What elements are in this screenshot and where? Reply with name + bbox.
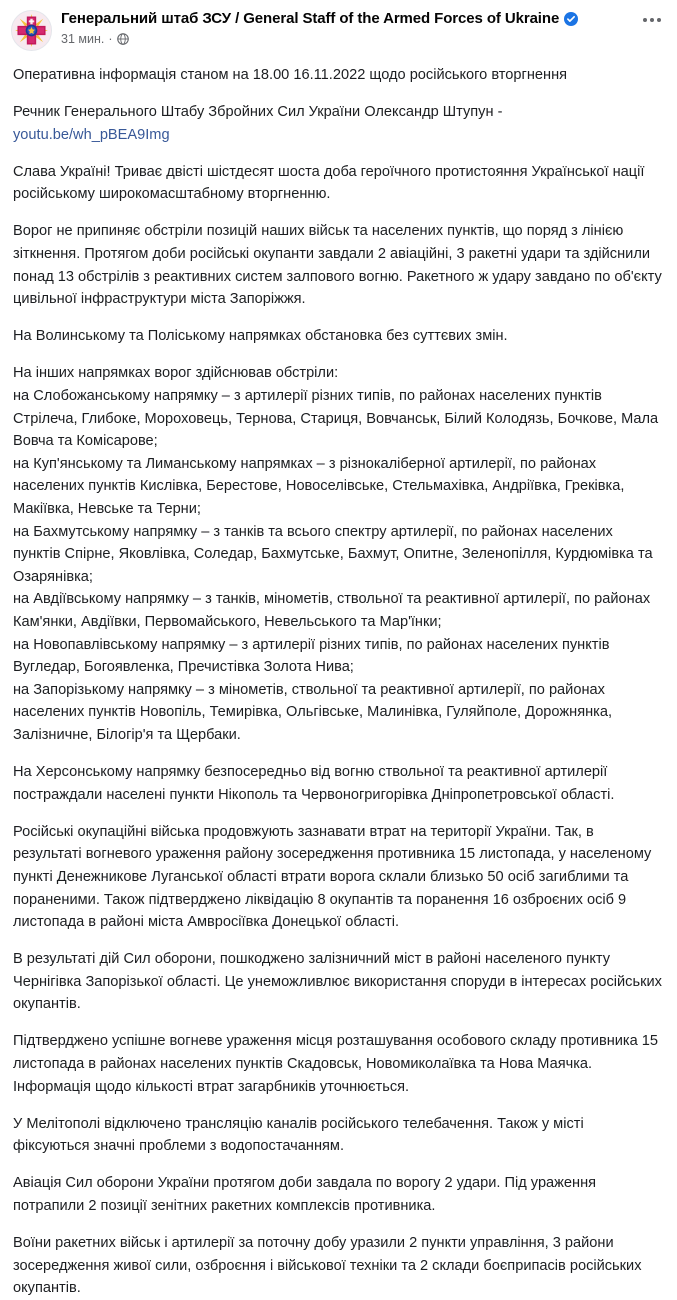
- post-paragraph-glory: [13, 161, 663, 206]
- paragraph-text: на Запорізькому напрямку – з мінометів, ствольної та реактивної артилерії, по районах населених пунктів Новопіль, Темирівка, Ольгівське, Малинівка, Гуляйполе, Дорожнянка, Залізничне, Білогір'я та Щербаки.: [13, 681, 613, 743]
- post-header-text: [61, 9, 665, 47]
- more-dot-1: [643, 18, 647, 22]
- paragraph-text: на Куп'янському та Лиманському напрямках – з різнокаліберної артилерії, по районах населених пунктів Кислівка, Берестове, Новоселівське, Стельмахівка, Андріївка, Греківка, Макіївка, Невське та Терни;: [13, 455, 625, 517]
- paragraph-text: На Херсонському напрямку безпосередньо від вогню ствольної та реактивної артилерії постраждали населені пункти Нікополь та Червоногригорівка Дніпропетровської області.: [13, 764, 615, 803]
- post-paragraph-melitopol: [13, 1113, 663, 1158]
- paragraph-text: Підтверджено успішне вогневе ураження місця розташування особового складу противника 15 листопада в районах населених пунктів Скадовськ, Новомиколаївка та Нова Маячка. Інформація щодо кількості втрат загарбників уточнюється.: [13, 1033, 659, 1095]
- post-paragraph-novopavlivsky: [13, 634, 663, 679]
- paragraph-text: на Бахмутському напрямку – з танків та всього спектру артилерії, по районах населених пунктів Спірне, Яковлівка, Соледар, Бахмутське, Бахмут, Опитне, Зеленопілля, Курдюмівка та Озарянівка;: [13, 523, 653, 585]
- globe-icon[interactable]: [117, 33, 129, 45]
- post-paragraph-slobozhansky: [13, 385, 663, 453]
- page-name-row: [61, 10, 665, 28]
- paragraph-text: Авіація Сил оборони України протягом доби завдала по ворогу 2 удари. Під ураження потрапили 2 позиції зенітних ракетних комплексів противника.: [13, 1175, 597, 1215]
- paragraph-text: У Мелітополі відключено трансляцію каналів російського телебачення. Також у місті фіксуються значні проблеми з водопостачанням.: [13, 1115, 584, 1155]
- post-paragraph-zaporizky: [13, 679, 663, 747]
- paragraph-text: на Авдіївському напрямку – з танків, мінометів, ствольної та реактивної артилерії, по районах Кам'янки, Авдіївки, Первомайського, Невельського та Мар'їнки;: [13, 591, 651, 630]
- paragraph-text: В результаті дій Сил оборони, пошкоджено залізничний міст в районі населеного пункту Чернігівка Запорізької області. Це унеможливлює використання споруди в інтересах російських окупантів.: [13, 951, 662, 1013]
- post-paragraph-spokesman: [13, 101, 663, 146]
- paragraph-text: Речник Генерального Штабу Збройних Сил України Олександр Штупун -: [13, 104, 503, 121]
- paragraph-text: Воїни ракетних військ і артилерії за поточну добу уразили 2 пункти управління, 3 райони зосередження живої сили, озброєння і військової техніки та 2 склади боєприпасів російських окупантів.: [13, 1235, 642, 1297]
- general-staff-emblem-avatar[interactable]: [11, 10, 52, 51]
- paragraph-text: На інших напрямках ворог здійснював обстріли:: [13, 365, 339, 382]
- paragraph-text: на Слобожанському напрямку – з артилерії різних типів, по районах населених пунктів Стрілеча, Глибоке, Мороховець, Тернова, Стариця, Вовчанськ, Білий Колодязь, Бочкове, Мала Вовча та Комісарове;: [13, 388, 659, 450]
- post-paragraph-aviation: [13, 1172, 663, 1217]
- more-dot-2: [650, 18, 654, 22]
- paragraph-text: на Новопавлівському напрямку – з артилерії різних типів, по районах населених пунктів Вугледар, Богоявленка, Пречистівка Золота Нива;: [13, 636, 610, 676]
- meta-separator: ·: [108, 32, 113, 46]
- post-body: [0, 64, 677, 1300]
- post-paragraph-bakhmutsky: [13, 521, 663, 589]
- post-timestamp[interactable]: 31 мин.: [61, 32, 105, 46]
- paragraph-text: Оперативна інформація станом на 18.00 16.11.2022 щодо російського вторгнення: [13, 67, 568, 83]
- youtube-link[interactable]: youtu.be/wh_pBEA9Img: [13, 126, 170, 143]
- more-options-icon[interactable]: [643, 18, 661, 22]
- paragraph-text: Слава Україні! Триває двісті шістдесят шоста доба героїчного протистояння Української нації російському широкомасштабному вторгненню.: [13, 163, 645, 203]
- post-paragraph-confirmed-strike: [13, 1030, 663, 1098]
- verified-badge-icon: [564, 12, 578, 26]
- paragraph-text: На Волинському та Поліському напрямках обстановка без суттєвих змін.: [13, 328, 508, 345]
- page-name[interactable]: Генеральний штаб ЗСУ / General Staff of the Armed Forces of Ukraine: [61, 10, 560, 27]
- post-paragraph-other-intro: [13, 362, 663, 385]
- post-paragraph-bridge: [13, 948, 663, 1016]
- post-paragraph-enemy-shelling: [13, 220, 663, 310]
- post-paragraph-khersonsky: [13, 761, 663, 806]
- post-paragraph-avdiivsky: [13, 588, 663, 633]
- post-paragraph-losses: [13, 821, 663, 934]
- post-paragraph-volyn: [13, 325, 663, 348]
- paragraph-text: Російські окупаційні війська продовжують зазнавати втрат на території України. Так, в результаті вогневого ураження району зосередження противника 15 листопада, у населеному пункті Денежникове Луганської області втрати ворога склали близько 50 осіб загиблими та пораненими. Також підтверджено ліквідацію 8 окупантів та поранення 16 озброєних осіб 9 листопада в районі міста Амвросіївка Донецької області.: [13, 823, 652, 931]
- post-meta-row: [61, 31, 665, 47]
- post-paragraph-headline: [13, 64, 663, 87]
- post-paragraph-kupyansky: [13, 453, 663, 521]
- more-dot-3: [657, 18, 661, 22]
- post-header: [0, 0, 677, 51]
- paragraph-text: Ворог не припиняє обстріли позицій наших військ та населених пунктів, що поряд з лінією зіткнення. Протягом доби російські окупанти завдали 2 авіаційні, 3 ракетні удари та здійснили понад 13 обстрілів з реактивних систем залпового вогню. Ракетного ж удару завдано по об'єкту цивільної інфраструктури міста Запоріжжя.: [13, 223, 662, 308]
- post-paragraph-artillery: [13, 1232, 663, 1300]
